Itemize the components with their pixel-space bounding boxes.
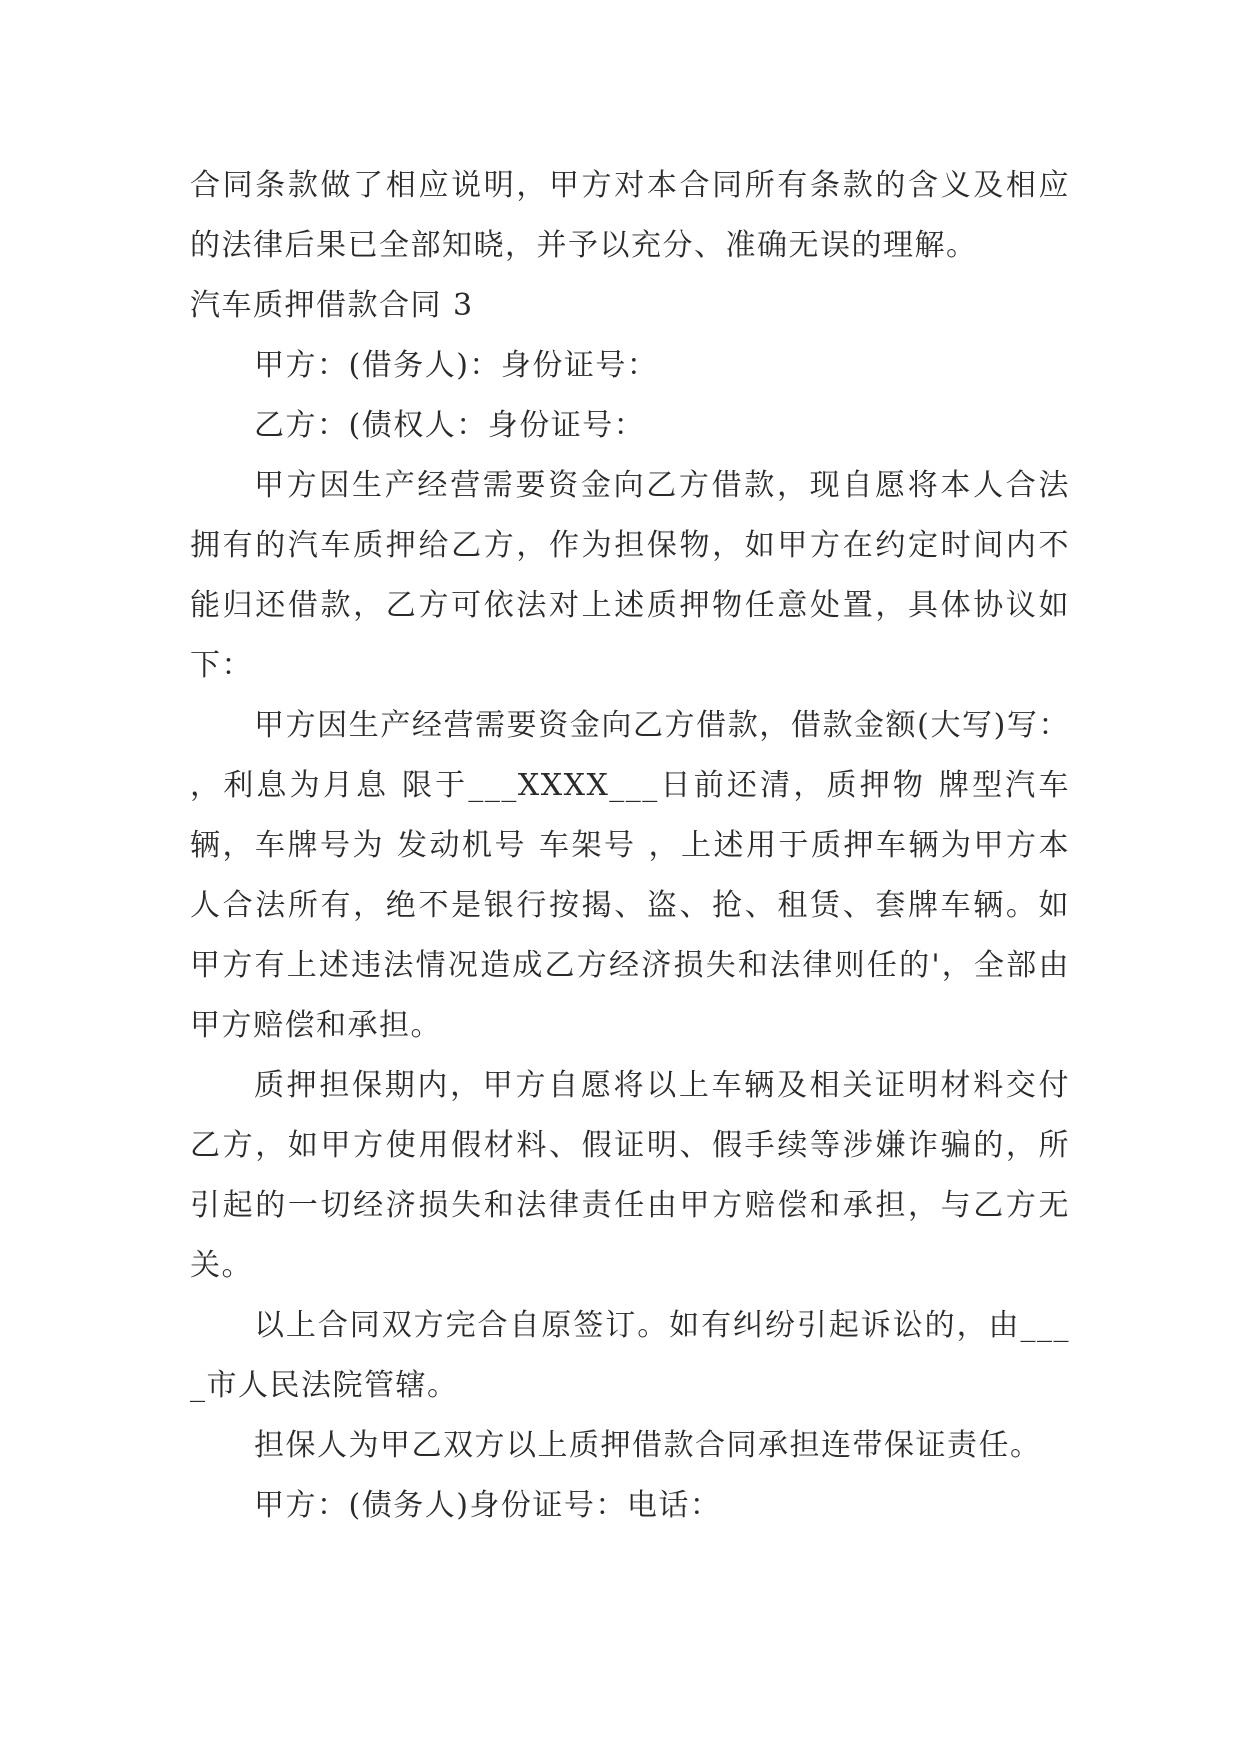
paragraph-guarantor: 担保人为甲乙双方以上质押借款合同承担连带保证责任。: [254, 1428, 1042, 1463]
party-a-signature-line: 甲方：(债务人)身份证号：电话：: [254, 1488, 722, 1523]
paragraph-pledge-period: 质押担保期内，甲方自愿将以上车辆及相关证明材料交付乙方，如甲方使用假材料、假证明、假手续等涉嫌诈骗的，所引起的一切经济损失和法律责任由甲方赔偿和承担，与乙方无关。: [190, 1068, 1070, 1283]
paragraph-loan-terms: 甲方因生产经营需要资金向乙方借款，借款金额(大写)写： ，利息为月息 限于___XXXX___日前还清，质押物 牌型汽车 辆，车牌号为 发动机号 车架号 ，上述用于质押车辆为甲方本人合法所有，绝不是银行按揭、盗、抢、租赁、套牌车辆。如甲方有上述违法情况造成乙方经济损失和法律则任的'，全部由甲方赔偿和承担。: [190, 708, 1070, 1043]
contract-title: 汽车质押借款合同 3: [190, 288, 474, 323]
party-a-line: 甲方：(借务人)：身份证号：: [254, 348, 659, 383]
paragraph-terms-acknowledgement: 合同条款做了相应说明，甲方对本合同所有条款的含义及相应的法律后果已全部知晓，并予以充分、准确无误的理解。: [190, 168, 1070, 263]
party-b-line: 乙方：(债权人：身份证号：: [254, 408, 646, 443]
document-body: [190, 156, 1070, 1536]
paragraph-jurisdiction: 以上合同双方完合自原签订。如有纠纷引起诉讼的，由____市人民法院管辖。: [190, 1308, 1070, 1403]
paragraph-purpose: 甲方因生产经营需要资金向乙方借款，现自愿将本人合法拥有的汽车质押给乙方，作为担保物，如甲方在约定时间内不能归还借款，乙方可依法对上述质押物任意处置，具体协议如下：: [190, 468, 1070, 683]
